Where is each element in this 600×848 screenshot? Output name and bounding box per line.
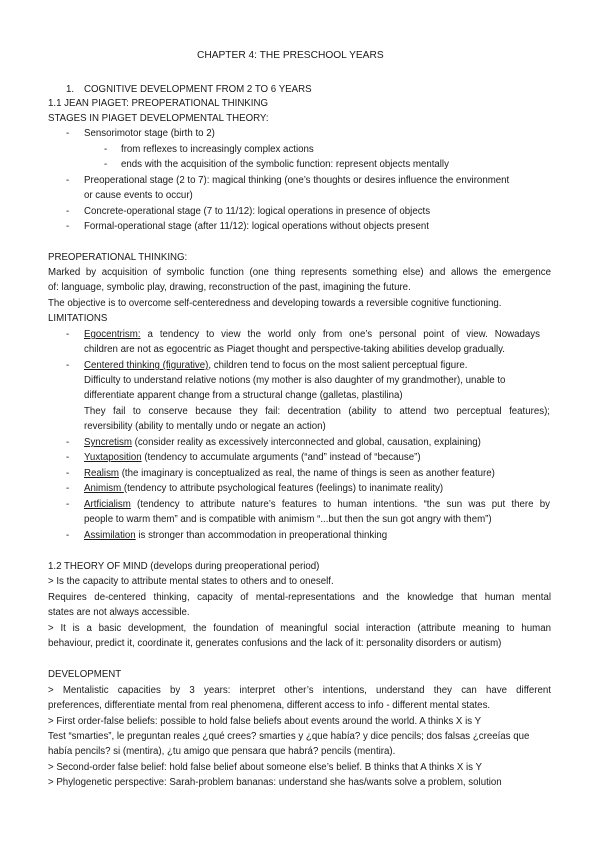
- limitation-realism: [84, 467, 495, 480]
- limitation-assimilation: [84, 529, 387, 542]
- paragraph-line: > Is the capacity to attribute mental states to others and to oneself.: [48, 576, 334, 587]
- paragraph-line: Requires de-centered thinking, capacity of mental-representations and the knowledge that human mental: [48, 592, 551, 603]
- term-artificialism: Artficialism: [84, 499, 131, 510]
- paragraph-line: of: language, symbolic play, drawing, reconstruction of the past, imagining the future.: [48, 282, 411, 293]
- limitation-line: people to warm them” and is compatible with animism “...but then the sun got angry with them”): [84, 514, 492, 525]
- term-yuxtaposition: Yuxtaposition: [84, 452, 142, 463]
- stage-concrete: Concrete-operational stage (7 to 11/12): logical operations in presence of objects: [84, 206, 431, 217]
- limitation-egocentrism: [84, 328, 540, 341]
- paragraph-line: > Mentalistic capacities by 3 years: interpret other’s intentions, understand they can have different: [48, 685, 551, 696]
- tom-heading: 1.2 THEORY OF MIND (develops during preoperational period): [48, 561, 320, 572]
- term-description: (tendency to attribute psychological features (feelings) to inanimate reality): [123, 483, 444, 494]
- bullet-dash: -: [66, 452, 70, 463]
- paragraph-line: había pencils? si (mentira), ¿tu amigo que pensara que habrá? pencils (mentira).: [48, 746, 396, 757]
- paragraph-line: behaviour, predict it, coordinate it, generates confusions and the lack of it: personality disorders or autism): [48, 638, 502, 649]
- stage-sensorimotor: Sensorimotor stage (birth to 2): [84, 128, 215, 139]
- bullet-dash: -: [66, 175, 70, 186]
- bullet-dash: -: [66, 221, 70, 232]
- bullet-dash: -: [66, 530, 70, 541]
- paragraph-line: states are not always accessible.: [48, 607, 190, 618]
- limitation-line: Difficulty to understand relative notions (my mother is also daughter of my grandmother), unable to: [84, 375, 506, 386]
- stage-sensorimotor-detail: from reflexes to increasingly complex actions: [121, 144, 314, 155]
- bullet-dash: -: [66, 468, 70, 479]
- limitation-line: differentiate apparent change from a structural change (galletas, plastilina): [84, 390, 403, 401]
- bullet-dash: -: [66, 483, 70, 494]
- limitation-line: They fail to conserve because they fail: decentration (ability to attend two perceptual features);: [84, 406, 550, 417]
- bullet-dash: -: [104, 144, 108, 155]
- term-description: (consider reality as excessively interconnected and global, causation, explaining): [131, 437, 481, 448]
- paragraph-line: Marked by acquisition of symbolic function (one thing represents something else) and allows the emergence: [48, 267, 551, 278]
- subsection-heading: 1.1 JEAN PIAGET: PREOPERATIONAL THINKING: [48, 98, 268, 109]
- term-assimilation: Assimilation: [84, 530, 136, 541]
- paragraph-line: > It is a basic development, the foundation of meaningful social interaction (attribute meaning to human: [48, 623, 551, 634]
- term-description: (tendency to attribute nature’s features to human intentions. “the sun was put there by: [130, 499, 550, 510]
- term-description: (the imaginary is conceptualized as real, the name of things is seen as another feature): [119, 468, 495, 479]
- preop-heading: PREOPERATIONAL THINKING:: [48, 252, 188, 263]
- bullet-dash: -: [66, 128, 70, 139]
- limitations-heading: LIMITATIONS: [48, 313, 108, 324]
- limitation-centered: [84, 359, 467, 372]
- stage-formal: Formal-operational stage (after 11/12): logical operations without objects present: [84, 221, 429, 232]
- bullet-dash: -: [66, 437, 70, 448]
- stage-sensorimotor-detail: ends with the acquisition of the symbolic function: represent objects mentally: [121, 159, 449, 170]
- limitation-line: reversibility (ability to mentally undo or negate an action): [84, 421, 326, 432]
- bullet-dash: -: [104, 159, 108, 170]
- section-number: 1.: [66, 84, 75, 95]
- bullet-dash: -: [66, 360, 70, 371]
- section-heading: COGNITIVE DEVELOPMENT FROM 2 TO 6 YEARS: [84, 84, 312, 95]
- limitation-line: children are not as egocentric as Piaget thought and perspective-taking abilities develop gradually.: [84, 344, 505, 355]
- term-centered-thinking: Centered thinking (figurative): [84, 360, 209, 371]
- term-realism: Realism: [84, 468, 119, 479]
- term-egocentrism: Egocentrism:: [84, 329, 141, 340]
- term-description: a tendency to view the world only from one’s personal point of view. Nowadays: [140, 329, 540, 340]
- paragraph-line: The objective is to overcome self-centeredness and developing towards a reversible cognitive functioning.: [48, 298, 502, 309]
- limitation-yuxtaposition: [84, 451, 421, 464]
- paragraph-line: > Phylogenetic perspective: Sarah-problem bananas: understand she has/wants solve a problem, solution: [48, 777, 502, 788]
- paragraph-line: Test “smarties”, le preguntan reales ¿qué crees? smarties y ¿que había? y dice pencils; dos falsas ¿creeías que: [48, 731, 530, 742]
- bullet-dash: -: [66, 206, 70, 217]
- term-animism: Animism: [84, 483, 124, 494]
- bullet-dash: -: [66, 499, 70, 510]
- bullet-dash: -: [66, 329, 70, 340]
- term-syncretism: Syncretism: [84, 437, 132, 448]
- limitation-syncretism: [84, 436, 481, 449]
- limitation-animism: [84, 482, 443, 495]
- development-heading: DEVELOPMENT: [48, 669, 122, 680]
- term-description: (tendency to accumulate arguments (“and” instead of “because”): [141, 452, 421, 463]
- stage-preoperational: or cause events to occur): [84, 190, 193, 201]
- paragraph-line: > Second-order false belief: hold false belief about someone else’s belief. B thinks that A thinks X is Y: [48, 762, 482, 773]
- stage-preoperational: Preoperational stage (2 to 7): magical thinking (one’s thoughts or desires influence the environment: [84, 175, 510, 186]
- term-description: , children tend to focus on the most salient perceptual figure.: [208, 360, 468, 371]
- term-description: is stronger than accommodation in preoperational thinking: [135, 530, 388, 541]
- limitation-artificialism: [84, 498, 550, 511]
- stages-heading: STAGES IN PIAGET DEVELOPMENTAL THEORY:: [48, 113, 269, 124]
- paragraph-line: > First order-false beliefs: possible to hold false beliefs about events around the world. A thinks X is Y: [48, 716, 482, 727]
- paragraph-line: preferences, differentiate mental from real phenomena, different access to info - different mental states.: [48, 700, 491, 711]
- page-title: CHAPTER 4: THE PRESCHOOL YEARS: [197, 50, 384, 61]
